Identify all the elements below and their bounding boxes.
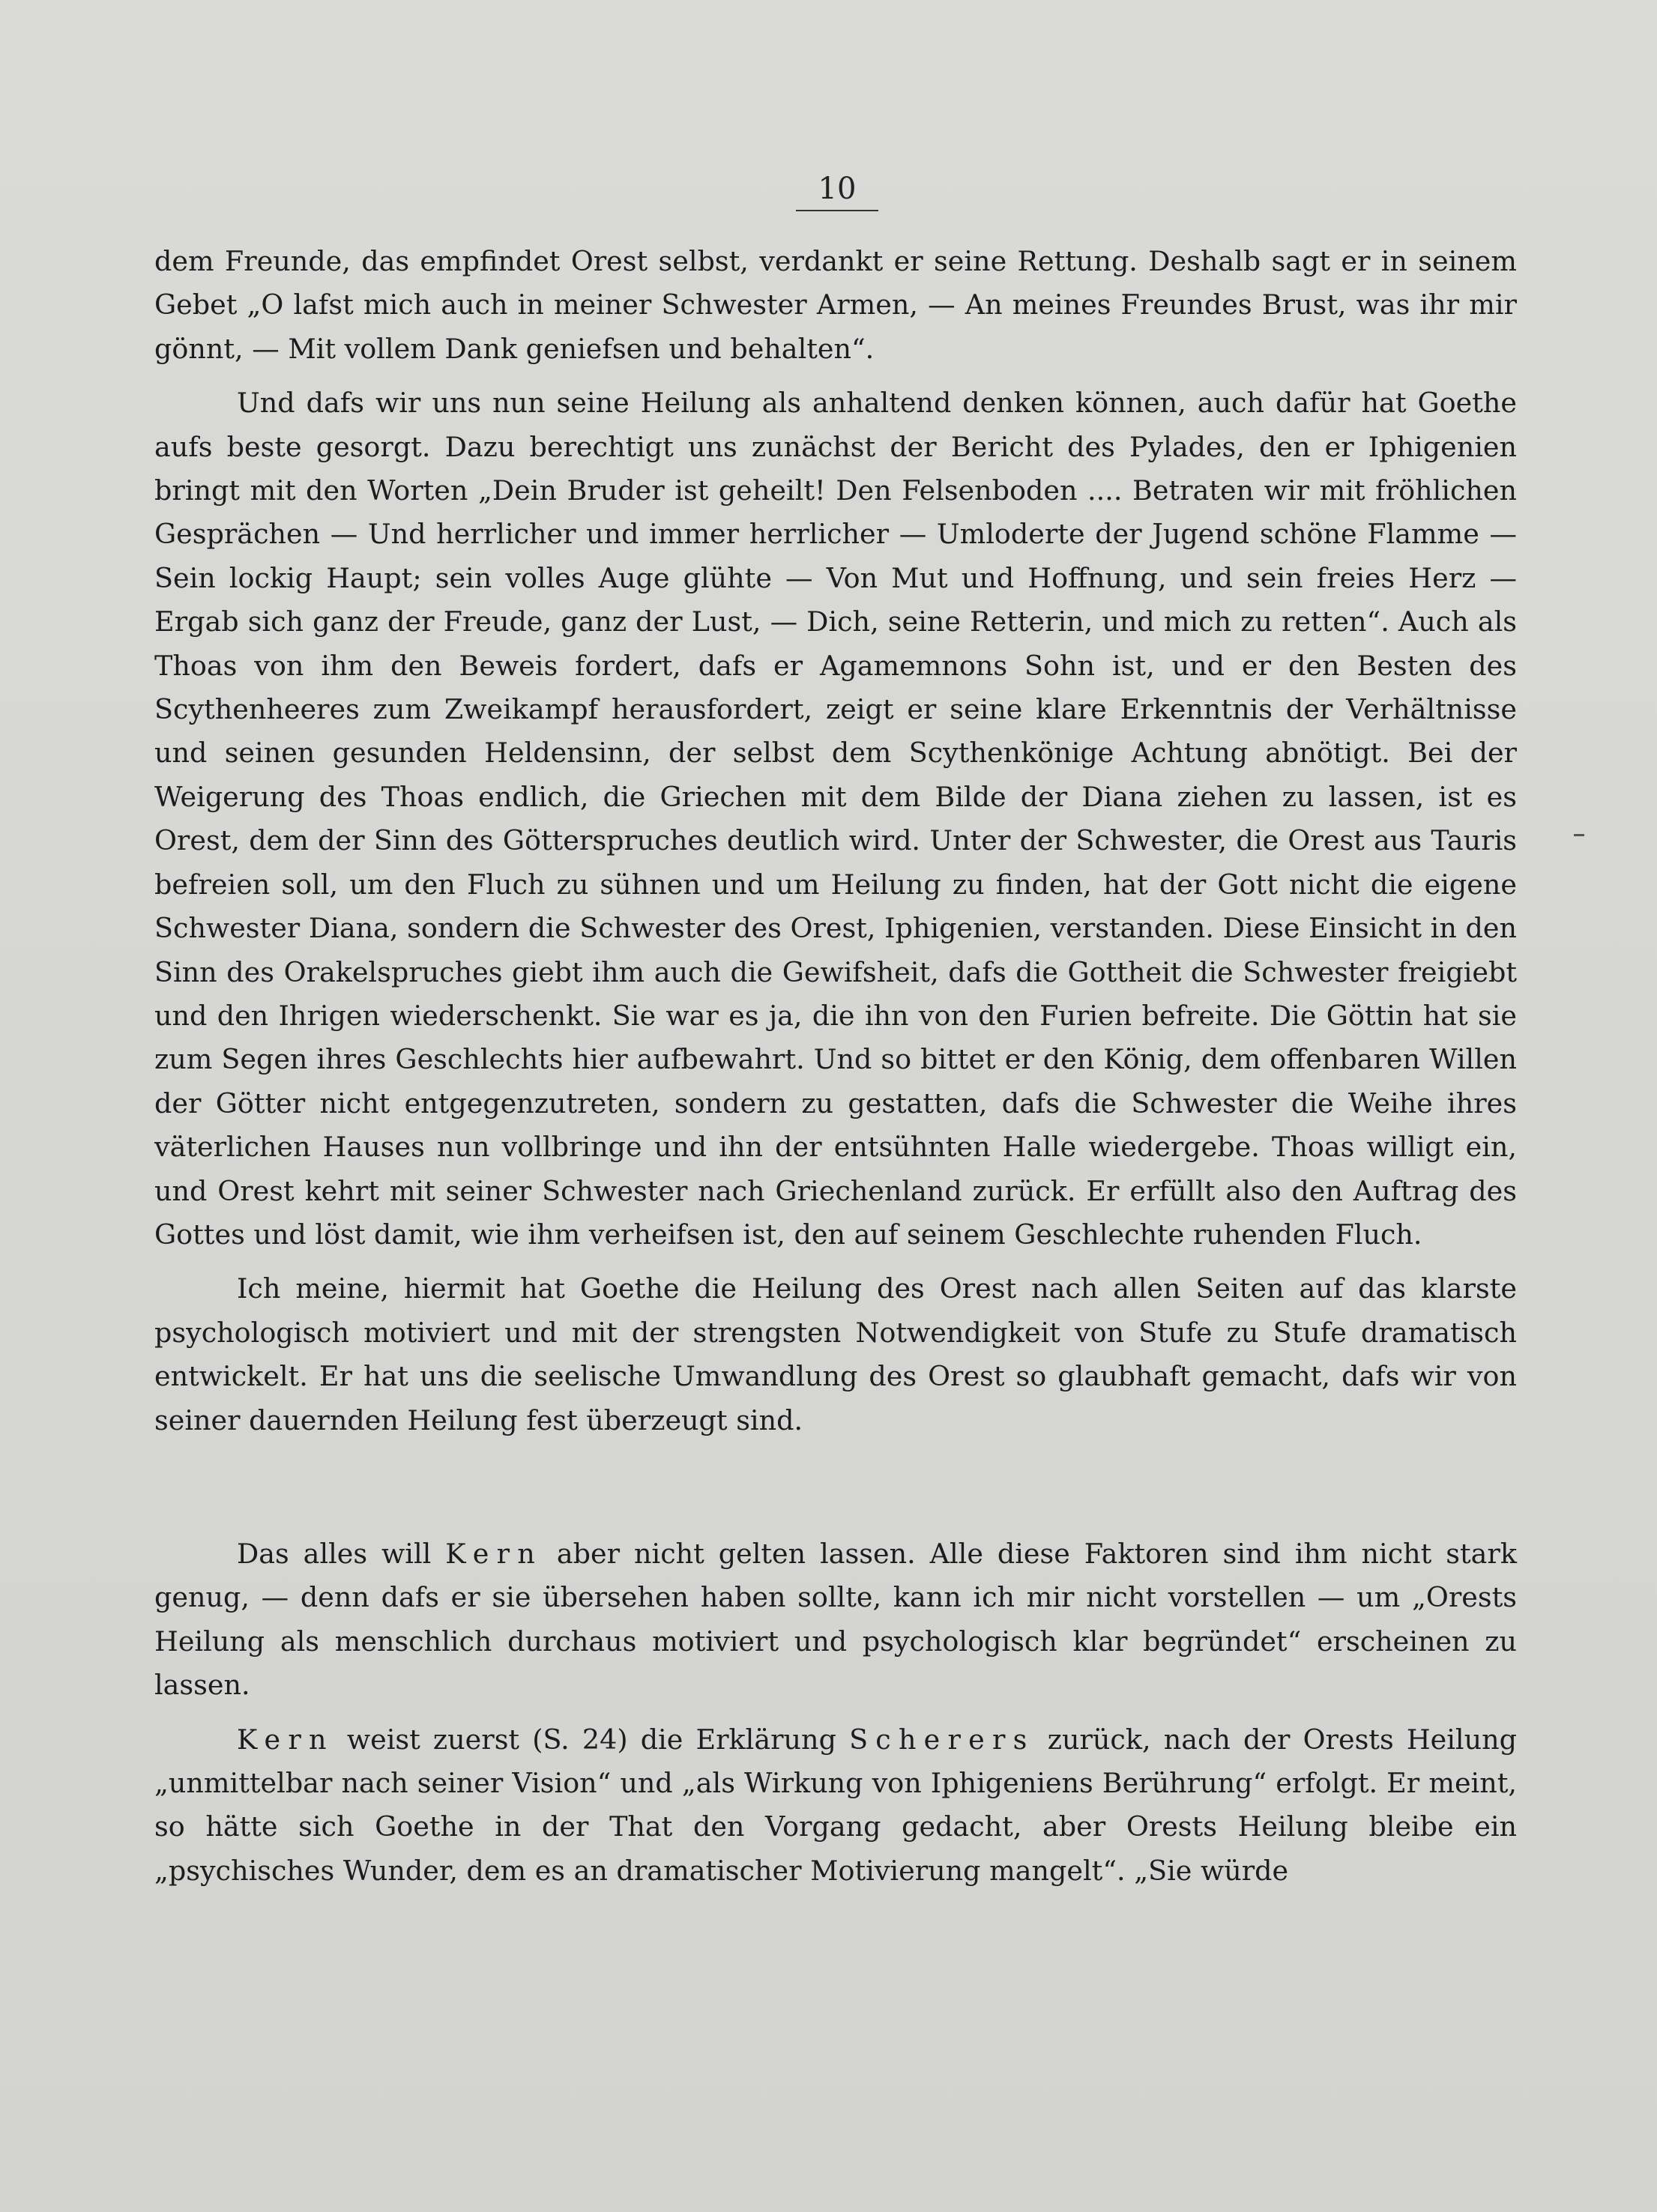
paragraph-5-text-end: zurück, nach der Orests Heilung „unmittelbar nach seiner Vision“ und „als Wirkung von Iphigeniens Berührung“ erfolgt. Er meint, so hätte sich Goethe in der That den Vorgang gedacht, aber Orests Heilung bleibe ein „psychisches Wunder, dem es an dramatischer Motivierung mangelt“. „Sie würde bbox=[154, 1723, 1517, 1887]
margin-mark bbox=[1574, 834, 1584, 836]
paragraph-4-text-end: aber nicht gelten lassen. Alle diese Faktoren sind ihm nicht stark genug, — denn dafs er sie übersehen haben sollte, kann ich mir nicht vorstellen — um „Orests Heilung als menschlich durchaus motiviert und psychologisch klar begründet“ erscheinen zu lassen. bbox=[154, 1537, 1517, 1702]
page-number-rule bbox=[796, 210, 878, 211]
paragraph-5 bbox=[154, 1718, 1517, 1894]
author-name-kern-2: Kern bbox=[237, 1723, 334, 1756]
paragraph-1: dem Freunde, das empfindet Orest selbst, verdankt er seine Rettung. Deshalb sagt er in seinem Gebet „O lafst mich auch in meiner Schwester Armen, — An meines Freundes Brust, was ihr mir gönnt, — Mit vollem Dank geniefsen und behalten“. bbox=[154, 245, 1517, 365]
paragraph-3: Ich meine, hiermit hat Goethe die Heilung des Orest nach allen Seiten auf das klarste psychologisch motiviert und mit der strengsten Notwendigkeit von Stufe zu Stufe dramatisch entwickelt. Er hat uns die seelische Umwandlung des Orest so glaubhaft gemacht, dafs wir von seiner dauernden Heilung fest überzeugt sind. bbox=[154, 1272, 1517, 1436]
paragraph-5-text-middle: weist zuerst (S. 24) die Erklärung bbox=[333, 1723, 850, 1756]
page-number: 10 bbox=[818, 172, 857, 206]
body-text bbox=[154, 240, 1517, 1893]
paragraph-4-text-start: Das alles will bbox=[237, 1537, 446, 1570]
author-name-scherer: Scherers bbox=[849, 1723, 1035, 1756]
author-name-kern: Kern bbox=[445, 1537, 543, 1570]
paragraph-2: Und dafs wir uns nun seine Heilung als anhaltend denken können, auch dafür hat Goethe aufs beste gesorgt. Dazu berechtigt uns zunächst der Bericht des Pylades, den er Iphigenien bringt mit den Worten „Dein Bruder ist geheilt! Den Felsenboden .... Betraten wir mit fröhlichen Gesprächen — Und herrlicher und immer herrlicher — Umloderte der Jugend schöne Flamme — Sein lockig Haupt; sein volles Auge glühte — Von Mut und Hoffnung, und sein freies Herz — Ergab sich ganz der Freude, ganz der Lust, — Dich, seine Retterin, und mich zu retten“. Auch als Thoas von ihm den Beweis fordert, dafs er Agamemnons Sohn ist, und er den Besten des Scythenheeres zum Zweikampf herausfordert, zeigt er seine klare Erkenntnis der Verhältnisse und seinen gesunden Heldensinn, der selbst dem Scythenkönige Achtung abnötigt. Bei der Weigerung des Thoas endlich, die Griechen mit dem Bilde der Diana ziehen zu lassen, ist es Orest, dem der Sinn des Götterspruches deutlich wird. Unter der Schwester, die Orest aus Tauris befreien soll, um den Fluch zu sühnen und um Heilung zu finden, hat der Gott nicht die eigene Schwester Diana, sondern die Schwester des Orest, Iphigenien, verstanden. Diese Einsicht in den Sinn des Orakelspruches giebt ihm auch die Gewifsheit, dafs die Gottheit die Schwester freigiebt und den Ihrigen wiederschenkt. Sie war es ja, die ihn von den Furien befreite. Die Göttin hat sie zum Segen ihres Geschlechts hier aufbewahrt. Und so bittet er den König, dem offenbaren Willen der Götter nicht entgegenzutreten, sondern zu gestatten, dafs die Schwester die Weihe ihres väterlichen Hauses nun vollbringe und ihn der entsühnten Halle wiedergebe. Thoas willigt ein, und Orest kehrt mit seiner Schwester nach Griechenland zurück. Er erfüllt also den Auftrag des Gottes und löst damit, wie ihm verheifsen ist, den auf seinem Geschlechte ruhenden Fluch. bbox=[154, 387, 1517, 1251]
paragraph-4 bbox=[154, 1532, 1517, 1708]
